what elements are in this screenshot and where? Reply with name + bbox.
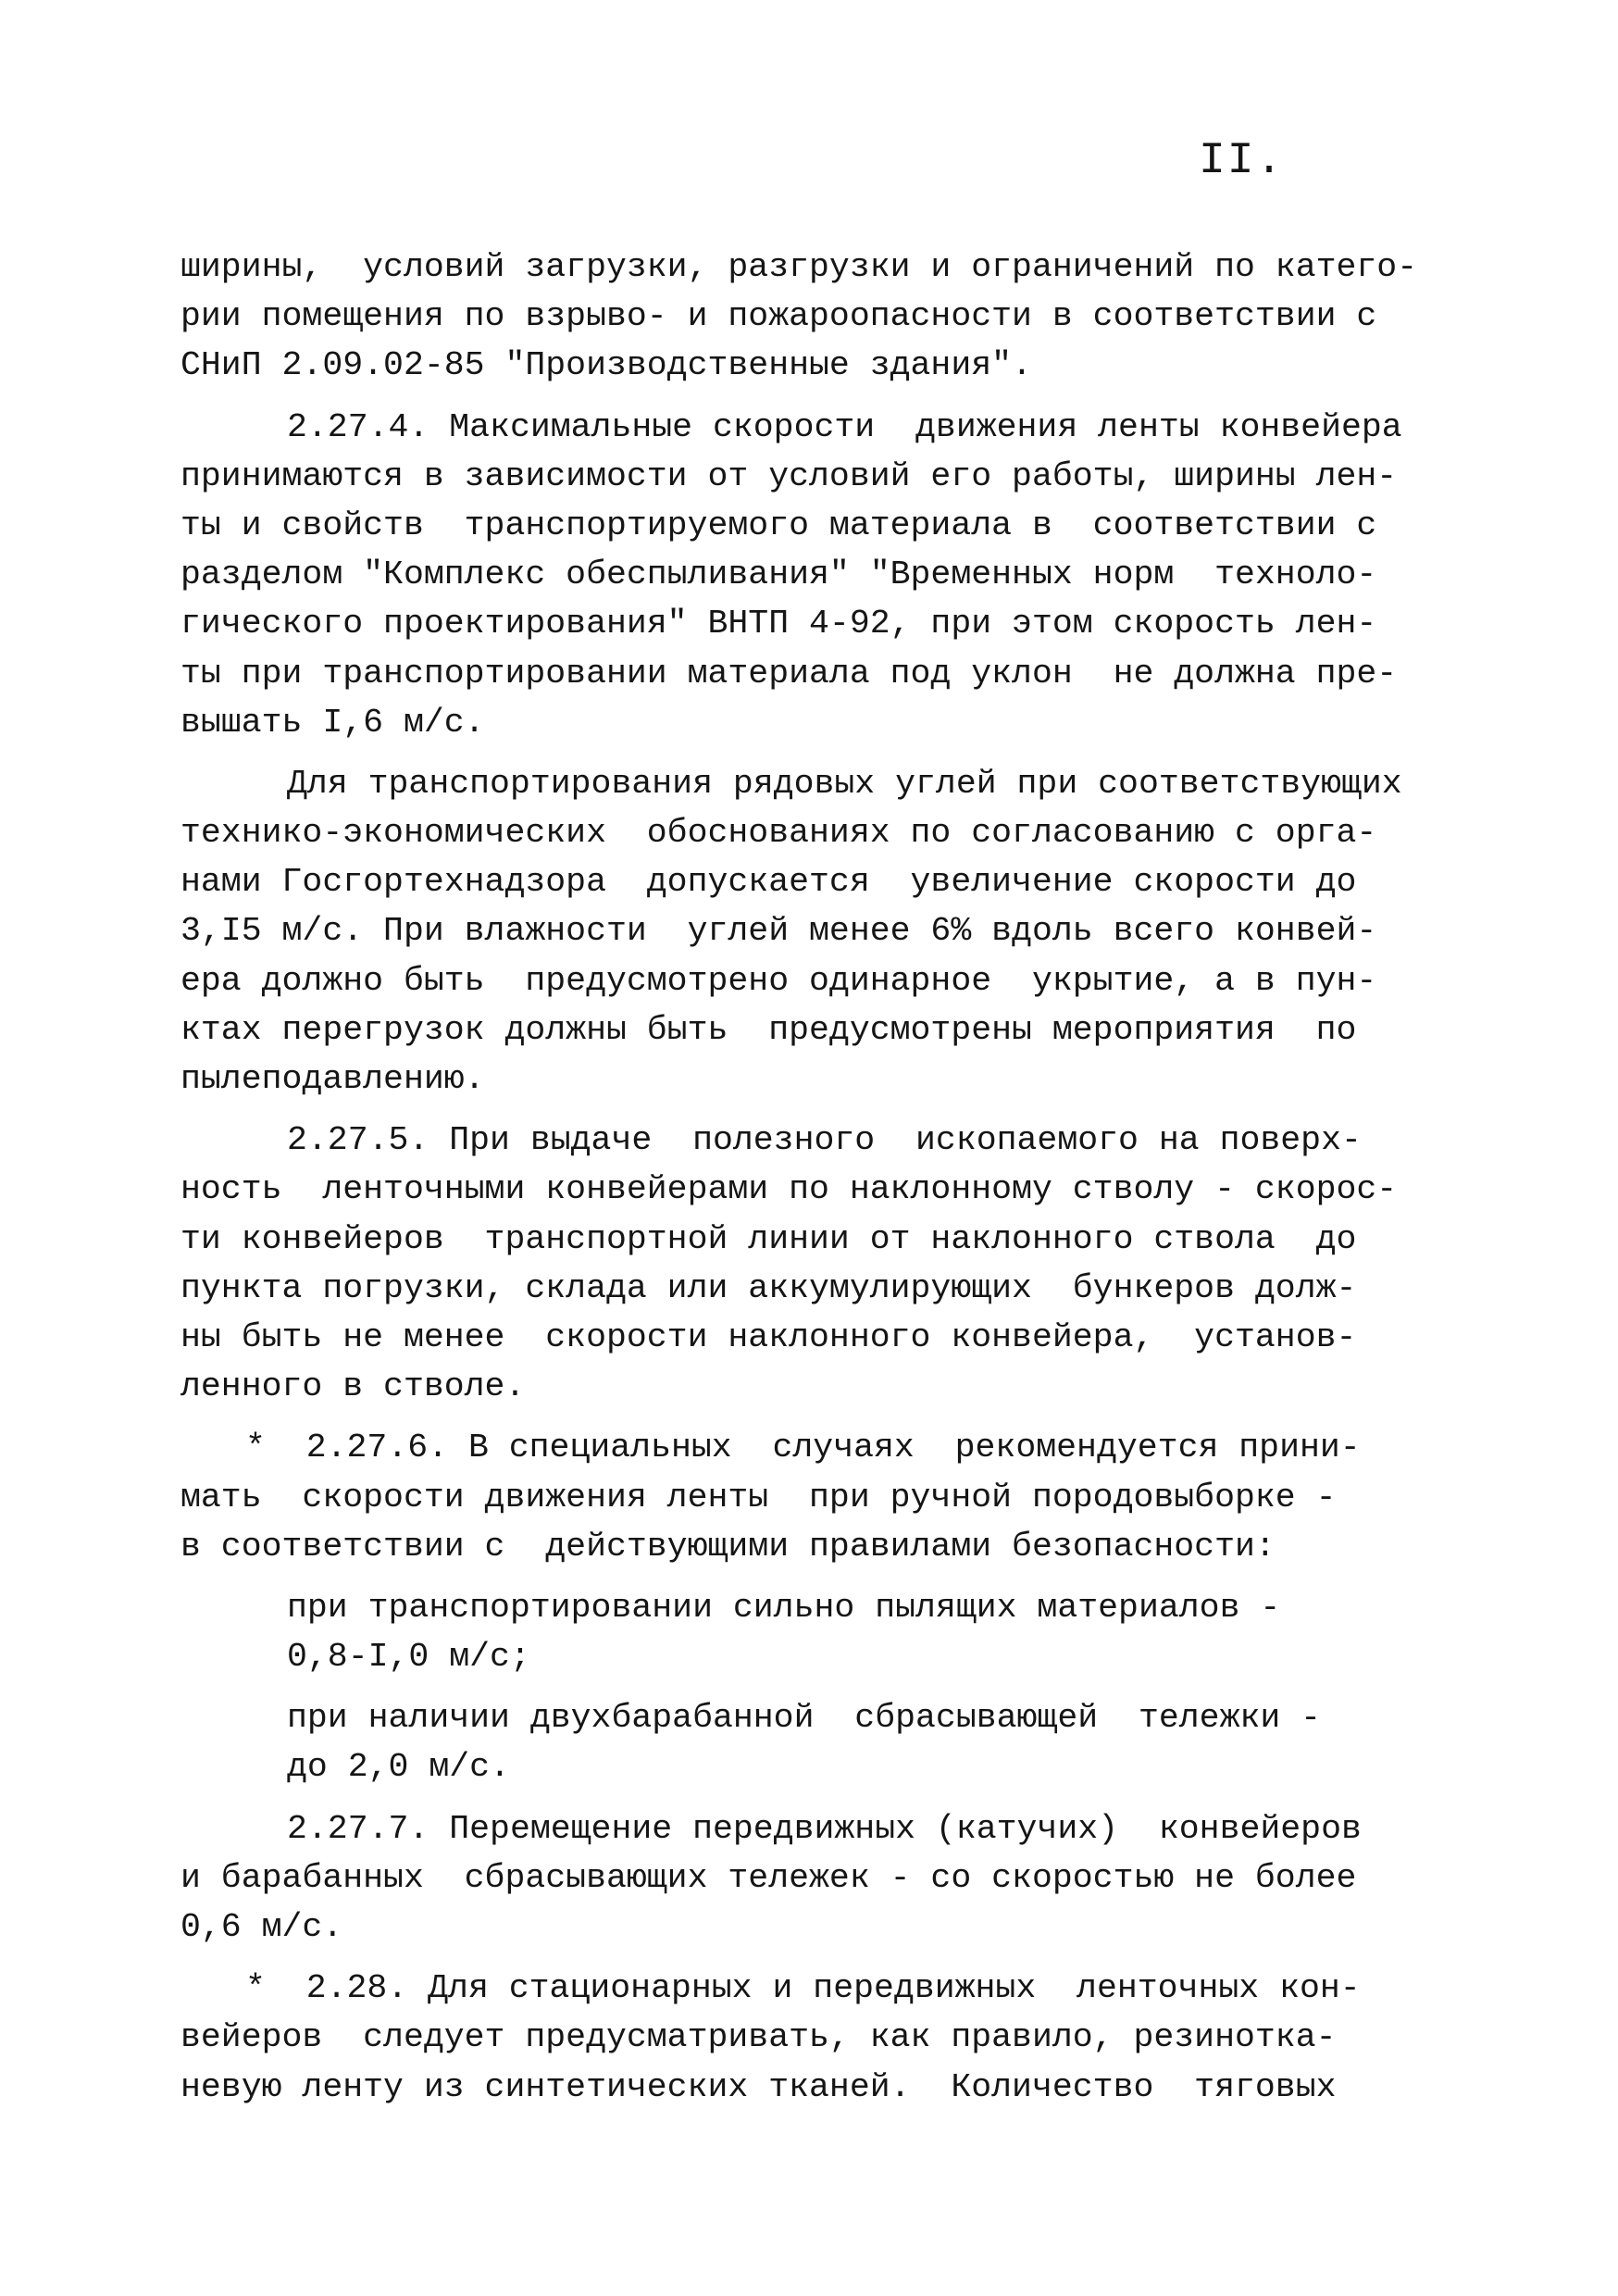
text-line: ера должно быть предусмотрено одинарное укрытие, а в пун-	[180, 961, 1377, 1000]
paragraph-2-27-5	[180, 1116, 1439, 1411]
text-line: технико-экономических обоснованиях по согласованию с орга-	[180, 814, 1377, 853]
text-line: * 2.28. Для стационарных и передвижных ленточных кон-	[245, 1969, 1361, 2008]
text-line: ктах перегрузок должны быть предусмотрены мероприятия по	[180, 1010, 1357, 1049]
text-line: при наличии двухбарабанной сбрасывающей тележки -	[287, 1699, 1322, 1738]
text-line: нами Госгортехнадзора допускается увеличение скорости до	[180, 863, 1357, 902]
text-line: 0,8-I,0 м/с;	[287, 1638, 530, 1677]
text-line: рии помещения по взрыво- и пожароопасности в соответствии с	[180, 297, 1377, 336]
text-line: вейеров следует предусматривать, как правило, резинотка-	[180, 2018, 1337, 2057]
paragraph-2-27-6	[180, 1423, 1439, 1571]
text-line: ты и свойств транспортируемого материала в соответствии с	[180, 505, 1377, 544]
text-line: мать скорости движения ленты при ручной породовыборке -	[180, 1478, 1337, 1516]
text-line: принимаются в зависимости от условий его работы, ширины лен-	[180, 456, 1398, 495]
text-line: * 2.27.6. В специальных случаях рекомендуется прини-	[245, 1429, 1361, 1467]
text-line: гического проектирования" ВНТП 4-92, при этом скорость лен-	[180, 605, 1377, 643]
text-line: невую ленту из синтетических тканей. Количество тяговых	[180, 2067, 1337, 2106]
paragraph-2-27-4	[180, 403, 1439, 747]
text-line: 2.27.4. Максимальные скорости движения ленты конвейера	[287, 407, 1402, 446]
list-item-dusty-materials	[180, 1583, 1439, 1681]
text-line: ты при транспортировании материала под уклон не должна пре-	[180, 654, 1398, 693]
text-line: пункта погрузки, склада или аккумулирующих бункеров долж-	[180, 1268, 1357, 1307]
text-line: ти конвейеров транспортной линии от наклонного ствола до	[180, 1219, 1357, 1258]
list-item-tripper-car	[180, 1693, 1439, 1791]
text-line: в соответствии с действующими правилами безопасности:	[180, 1527, 1276, 1566]
text-line: ширины, условий загрузки, разгрузки и ограничений по катего-	[180, 248, 1418, 286]
text-line: при транспортировании сильно пылящих материалов -	[287, 1588, 1281, 1627]
text-line: ность ленточными конвейерами по наклонному стволу - скорос-	[180, 1170, 1398, 1209]
paragraph-2-27-7	[180, 1804, 1439, 1953]
text-line: до 2,0 м/с.	[287, 1748, 510, 1787]
paragraph-continuation	[180, 243, 1439, 391]
text-line: СНиП 2.09.02-85 "Производственные здания".	[180, 346, 1032, 385]
text-line: 0,6 м/с.	[180, 1908, 343, 1946]
text-line: разделом "Комплекс обеспыливания" "Временных норм техноло-	[180, 555, 1377, 594]
text-line: и барабанных сбрасывающих тележек - со скоростью не более	[180, 1858, 1357, 1897]
text-line: ны быть не менее скорости наклонного конвейера, установ-	[180, 1317, 1357, 1356]
text-line: 3,I5 м/с. При влажности углей менее 6% вдоль всего конвей-	[180, 912, 1377, 951]
paragraph-2-28	[180, 1964, 1439, 2112]
paragraph-coal-transport	[180, 759, 1439, 1104]
page-number: II.	[1199, 136, 1285, 186]
text-line: ленного в стволе.	[180, 1367, 526, 1406]
document-body	[180, 243, 1439, 2124]
text-line: 2.27.7. Перемещение передвижных (катучих) конвейеров	[287, 1809, 1362, 1848]
text-line: 2.27.5. При выдаче полезного ископаемого на поверх-	[287, 1121, 1362, 1160]
text-line: вышать I,6 м/с.	[180, 703, 485, 742]
text-line: Для транспортирования рядовых углей при соответствующих	[287, 764, 1402, 803]
text-line: пылеподавлению.	[180, 1060, 485, 1098]
